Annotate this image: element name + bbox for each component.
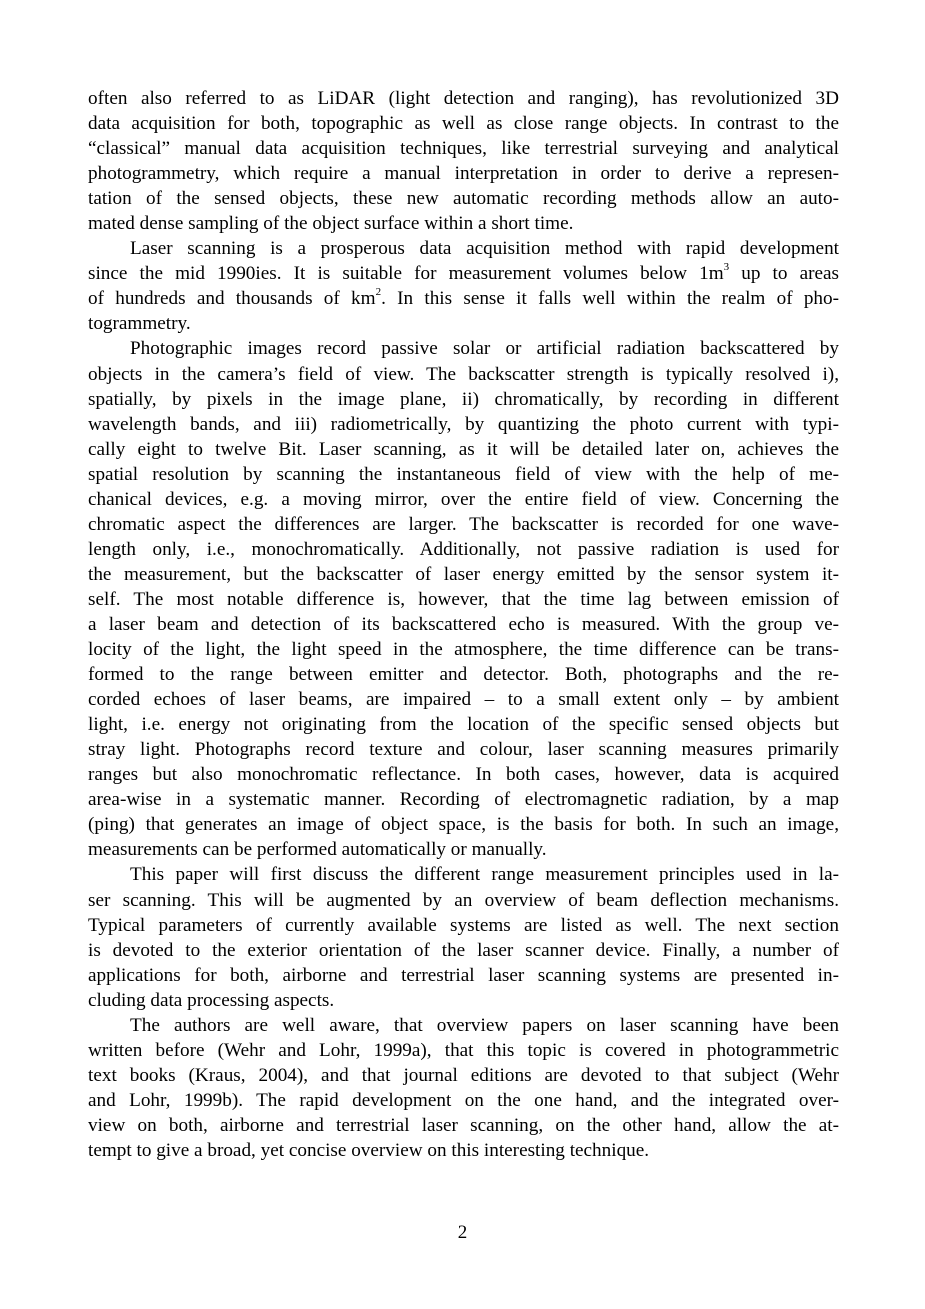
page-number: 2: [457, 1222, 468, 1243]
text-line: The authors are well aware, that overview papers on laser scanning have been: [130, 1014, 839, 1036]
text-line: Laser scanning is a prosperous data acquisition method with rapid development: [130, 238, 839, 260]
text-line: data acquisition for both, topographic as well as close range objects. In contrast to the: [88, 113, 839, 135]
text-line: length only, i.e., monochromatically. Additionally, not passive radiation is used for: [88, 538, 839, 560]
text-line: formed to the range between emitter and detector. Both, photographs and the re-: [88, 664, 839, 686]
text-line: “classical” manual data acquisition techniques, like terrestrial surveying and analytical: [88, 138, 839, 160]
text-line: chromatic aspect the differences are larger. The backscatter is recorded for one wave-: [88, 513, 839, 535]
text-line: togrammetry.: [88, 313, 191, 335]
text-line: written before (Wehr and Lohr, 1999a), that this topic is covered in photogrammetric: [88, 1039, 839, 1061]
paragraph: [88, 336, 839, 862]
text-line: view on both, airborne and terrestrial laser scanning, on the other hand, allow the at-: [88, 1114, 839, 1136]
text-line: ser scanning. This will be augmented by an overview of beam deflection mechanisms.: [88, 889, 839, 911]
text-line: self. The most notable difference is, however, that the time lag between emission of: [88, 588, 839, 610]
text-line: tempt to give a broad, yet concise overview on this interesting technique.: [88, 1139, 650, 1161]
text-line: wavelength bands, and iii) radiometrically, by quantizing the photo current with typi-: [88, 413, 839, 435]
text-line: applications for both, airborne and terrestrial laser scanning systems are presented in-: [88, 964, 839, 986]
paragraph: [88, 236, 839, 336]
paragraph: [88, 862, 839, 1012]
text-line: cluding data processing aspects.: [88, 989, 335, 1011]
text-line: spatially, by pixels in the image plane, ii) chromatically, by recording in different: [88, 388, 839, 410]
text-line: corded echoes of laser beams, are impaired – to a small extent only – by ambient: [88, 689, 839, 711]
text-line: often also referred to as LiDAR (light detection and ranging), has revolutionized 3D: [88, 88, 839, 109]
text-line: locity of the light, the light speed in the atmosphere, the time difference can be trans-: [88, 639, 839, 661]
text-line: photogrammetry, which require a manual interpretation in order to derive a represen-: [88, 163, 839, 185]
text-line: (ping) that generates an image of object space, is the basis for both. In such an image,: [88, 814, 839, 836]
text-line: Photographic images record passive solar or artificial radiation backscattered by: [130, 338, 839, 360]
text-line: light, i.e. energy not originating from the location of the specific sensed objects but: [88, 714, 839, 736]
text-line: is devoted to the exterior orientation of the laser scanner device. Finally, a number of: [88, 939, 839, 961]
text-line: tation of the sensed objects, these new automatic recording methods allow an auto-: [88, 188, 839, 210]
text-line: spatial resolution by scanning the instantaneous field of view with the help of me-: [88, 463, 839, 485]
paragraph: [88, 1013, 839, 1163]
text-line: stray light. Photographs record texture and colour, laser scanning measures primarily: [88, 739, 839, 761]
text-line: This paper will first discuss the different range measurement principles used in la-: [130, 864, 839, 886]
text-line: and Lohr, 1999b). The rapid development on the one hand, and the integrated over-: [88, 1089, 839, 1111]
text-line: mated dense sampling of the object surface within a short time.: [88, 213, 574, 235]
body-text: [88, 86, 839, 1163]
text-line: area-wise in a systematic manner. Recording of electromagnetic radiation, by a map: [88, 789, 839, 811]
text-line: of hundreds and thousands of $km^2$. In this sense it falls well within the realm of pho-: [88, 286, 840, 310]
text-line: measurements can be performed automatically or manually.: [88, 839, 547, 861]
text-line: since the mid 1990ies. It is suitable for measurement volumes below $1m^3$ up to areas: [88, 261, 839, 285]
paragraph: [88, 86, 839, 236]
text-line: Typical parameters of currently available systems are listed as well. The next section: [88, 914, 839, 936]
text-line: a laser beam and detection of its backscattered echo is measured. With the group ve-: [88, 613, 839, 635]
text-line: chanical devices, e.g. a moving mirror, over the entire field of view. Concerning the: [88, 488, 839, 510]
text-line: objects in the camera’s field of view. The backscatter strength is typically resolved i),: [88, 363, 839, 385]
text-line: cally eight to twelve Bit. Laser scanning, as it will be detailed later on, achieves the: [88, 438, 839, 460]
text-line: text books (Kraus, 2004), and that journal editions are devoted to that subject (Wehr: [88, 1064, 839, 1086]
text-line: the measurement, but the backscatter of laser energy emitted by the sensor system it-: [88, 563, 839, 585]
text-line: ranges but also monochromatic reflectance. In both cases, however, data is acquired: [88, 764, 839, 786]
